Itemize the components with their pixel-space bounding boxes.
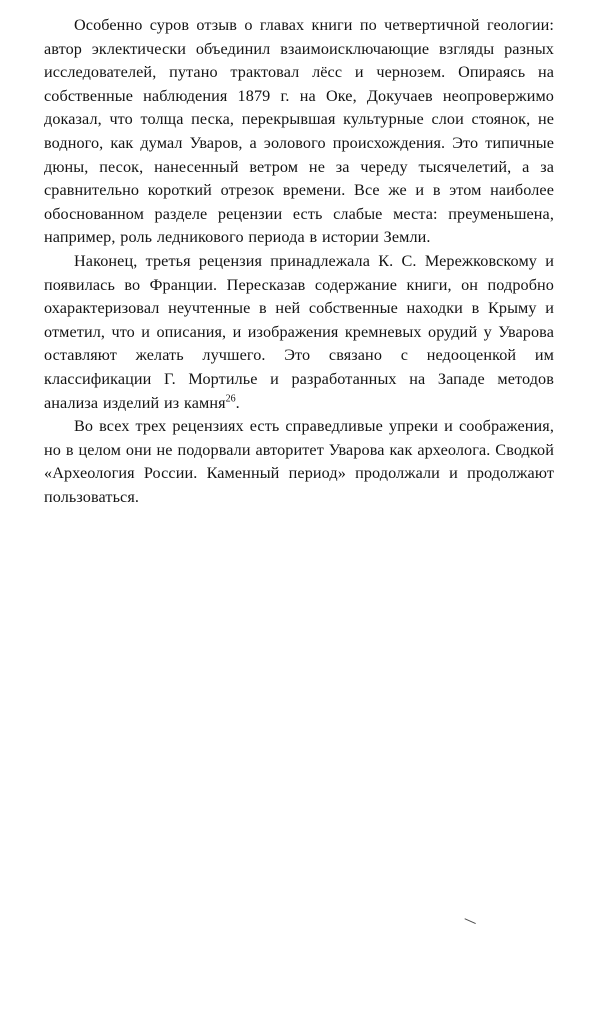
paragraph-1: Особенно суров отзыв о главах книги по четвертичной геологии: автор эклектически объединил взаимоисключающие взгляды разных исследователей, путано трактовал лёсс и чернозем. Опираясь на собственные наблюдения 1879 г. на Оке, Докучаев неопровержимо доказал, что толща песка, перекрывшая культурные слои стоянок, не водного, как думал Уваров, а эолового происхождения. Это типичные дюны, песок, нанесенный ветром не за череду тысячелетий, а за сравнительно короткий отрезок времени. Все же и в этом наиболее обоснованном разделе рецензии есть слабые места: преуменьшена, например, роль ледникового периода в истории Земли.: [44, 16, 554, 247]
paragraph-2: Наконец, третья рецензия принадлежала К. С. Мережковскому и появилась во Франции. Пересказав содержание книги, он подробно охарактеризовал неучтенные в ней собственные находки в Крыму и отметил, что и описания, и изображения кремневых орудий у Уварова оставляют желать лучшего. Это связано с недооценкой им классификации Г. Мортилье и разработанных на Западе методов анализа изделий из камня$^{26}$.: [44, 251, 554, 412]
paragraph-2-text: Наконец, третья рецензия принадлежала К. С. Мережковскому и появилась во Франции. Пересказав содержание книги, он подробно охарактеризовал неучтенные в ней собственные находки в Крыму и отметил, что и описания, и изображения кремневых орудий у Уварова оставляют желать лучшего. Это связано с недооценкой им классификации Г. Мортилье и разработанных на Западе методов анализа изделий из камня: [44, 251, 554, 412]
footnote-reference: 26: [225, 393, 236, 405]
paragraph-3: Во всех трех рецензиях есть справедливые упреки и соображения, но в целом они не подорвали авторитет Уварова как археолога. Сводкой «Археология России. Каменный период» продолжали и продолжают пользоваться.: [44, 417, 554, 506]
body-text: [44, 14, 554, 509]
